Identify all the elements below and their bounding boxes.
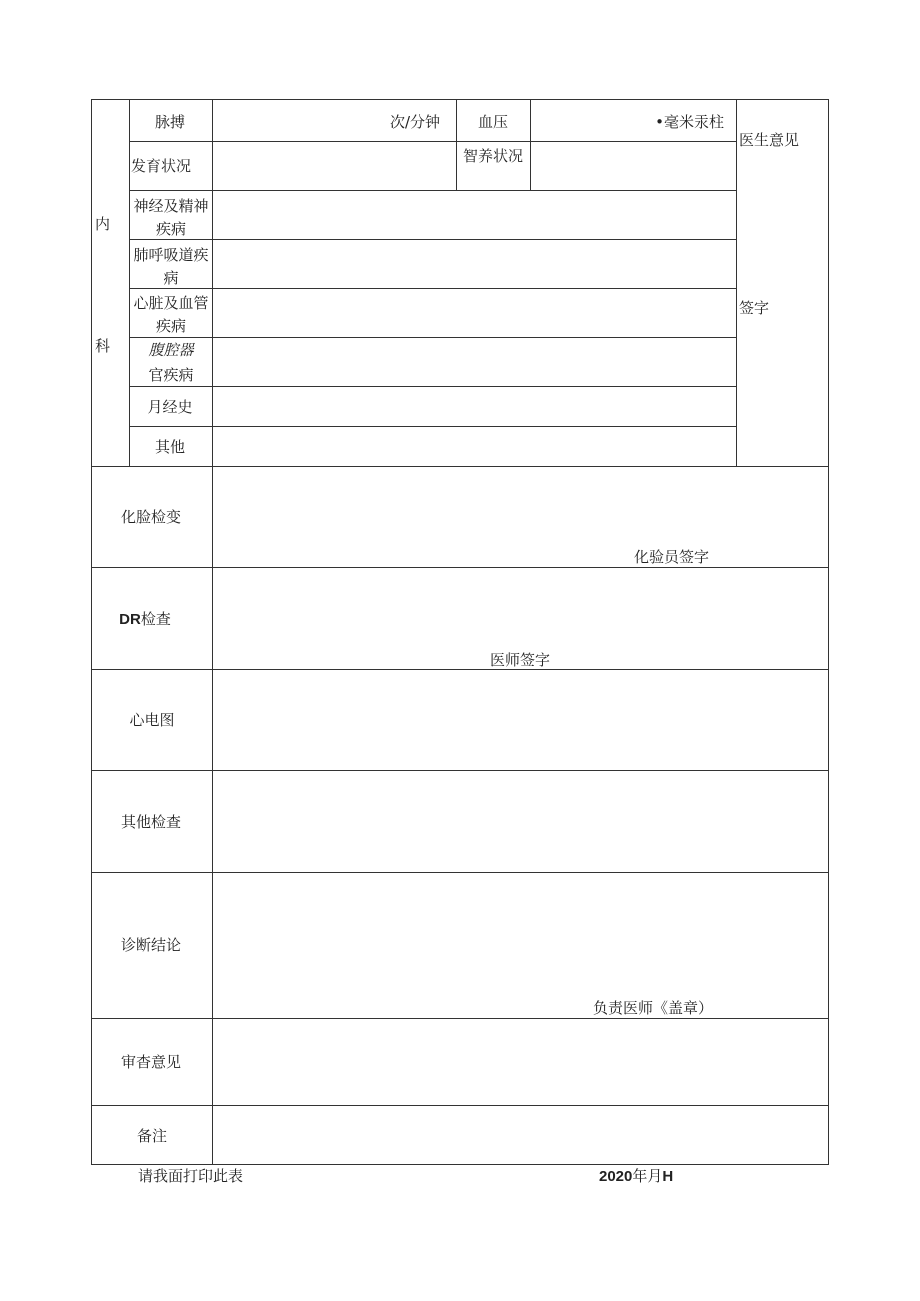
section-line-dr <box>91 567 829 568</box>
bp-unit: •毫米汞柱 <box>655 113 724 131</box>
cardio-label-line1: 心脏及血管 <box>133 294 209 312</box>
lab-test-label: 化脸检变 <box>120 508 182 526</box>
development-label: 发育状况 <box>131 157 192 175</box>
section-line-review <box>91 1018 829 1019</box>
dr-doctor-signature: 医师签字 <box>490 651 551 669</box>
resp-label-line2: 病 <box>163 269 179 287</box>
row-line-5 <box>129 337 737 338</box>
border-top <box>91 99 829 100</box>
divider-label-column <box>212 99 213 1165</box>
pulse-label: 脉搏 <box>154 113 186 131</box>
bp-label: 血压 <box>477 113 509 131</box>
footer-date-year: 2020 <box>599 1168 633 1185</box>
neuro-label-line2: 疾病 <box>155 220 187 238</box>
diagnosis-label: 诊断结论 <box>120 936 182 954</box>
section-line-lab <box>91 466 829 467</box>
doctor-opinion-label: 医生意见 <box>739 131 800 149</box>
remarks-label: 备注 <box>136 1127 168 1145</box>
section-line-remarks <box>91 1105 829 1106</box>
border-bottom <box>91 1164 829 1165</box>
section-line-other <box>91 770 829 771</box>
section-line-ecg <box>91 669 829 670</box>
divider-side-label <box>129 99 130 466</box>
abdominal-label-line1: 腹腔器 <box>148 341 194 359</box>
doctor-signature-label: 签字 <box>739 299 770 317</box>
other-label: 其他 <box>154 438 186 456</box>
other-checks-label: 其他检查 <box>120 813 182 831</box>
section-line-diagnosis <box>91 872 829 873</box>
border-right <box>828 99 829 1165</box>
nutrition-label: 智养状况 <box>463 147 524 165</box>
dr-check-label-suffix: 检查 <box>140 610 171 628</box>
row-line-6 <box>129 386 737 387</box>
responsible-doctor-seal: 负责医师《盖章） <box>593 999 714 1017</box>
row-line-4 <box>129 288 737 289</box>
lab-tech-signature: 化验员签字 <box>634 548 710 566</box>
footer-instruction: 请我面打印此表 <box>138 1167 244 1185</box>
abdominal-label-line2: 官疾病 <box>148 366 194 384</box>
footer-date-unit: 年月 <box>632 1167 663 1185</box>
divider-bp-value <box>530 99 531 190</box>
dr-check-label <box>119 609 171 630</box>
divider-doctor-column <box>736 99 737 466</box>
neuro-label-line1: 神经及精神 <box>133 197 209 215</box>
resp-label-line1: 肺呼吸道疾 <box>133 246 209 264</box>
row-line-3 <box>129 239 737 240</box>
row-line-1 <box>129 141 737 142</box>
dr-check-label-prefix: DR <box>119 611 141 628</box>
pulse-unit: 次/分钟 <box>389 113 440 131</box>
ecg-label: 心电图 <box>129 711 175 729</box>
menstrual-label: 月经史 <box>147 398 193 416</box>
cardio-label-line2: 疾病 <box>155 317 187 335</box>
border-left <box>91 99 92 1165</box>
side-label-bottom: 科 <box>95 337 111 355</box>
review-label: 审杳意见 <box>120 1053 182 1071</box>
footer-date-end: H <box>662 1168 674 1185</box>
divider-pulse-bp <box>456 99 457 190</box>
side-label-top: 内 <box>95 215 111 233</box>
row-line-2 <box>129 190 737 191</box>
footer-date <box>599 1166 673 1187</box>
row-line-7 <box>129 426 737 427</box>
